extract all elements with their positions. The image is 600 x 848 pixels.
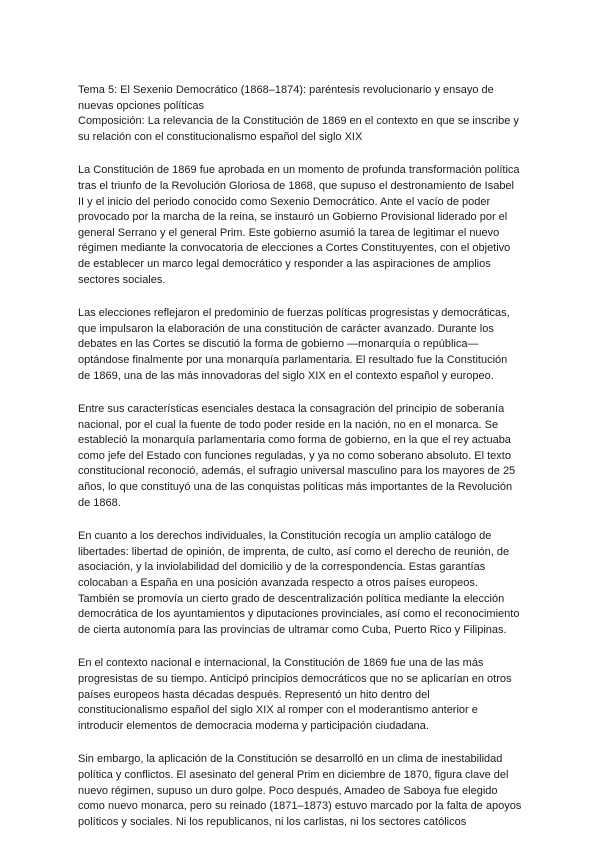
document-subtitle: Composición: La relevancia de la Constitución de 1869 en el contexto en que se inscribe y su relación con el constitucionalismo español del siglo XIX — [78, 115, 519, 143]
document-header — [78, 83, 522, 145]
paragraph-2: Las elecciones reflejaron el predominio de fuerzas políticas progresistas y democráticas, que impulsaron la elaboración de una constitución de carácter avanzado. Durante los debates en las Cortes se discutió la forma de gobierno —monarquía o república— optándose finalmente por una monarquía parlamentaria. El resultado fue la Constitución de 1869, una de las más innovadoras del siglo XIX en el contexto español y europeo. — [78, 307, 510, 382]
paragraph-1: La Constitución de 1869 fue aprobada en un momento de profunda transformación política tras el triunfo de la Revolución Gloriosa de 1868, que supuso el destronamiento de Isabel II y el inicio del periodo conocido como Sexenio Democrático. Ante el vacío de poder provocado por la marcha de la reina, se instauró un Gobierno Provisional liderado por el general Serrano y el general Prim. Este gobierno asumió la tarea de legitimar el nuevo régimen mediante la convocatoria de elecciones a Cortes Constituyentes, con el objetivo de establecer un marco legal democrático y responder a las aspiraciones de amplios sectores sociales. — [78, 164, 520, 286]
document-title: Tema 5: El Sexenio Democrático (1868–1874): paréntesis revolucionario y ensayo de nuevas opciones políticas — [78, 84, 494, 112]
document-body — [78, 163, 522, 830]
paragraph-3: Entre sus características esenciales destaca la consagración del principio de soberanía nacional, por el cual la fuente de todo poder reside en la nación, no en el monarca. Se estableció la monarquía parlamentaria como forma de gobierno, en la que el rey actuaba como jefe del Estado con funciones reguladas, y ya no como soberano absoluto. El texto constitucional reconoció, además, el sufragio universal masculino para los mayores de 25 años, lo que constituyó una de las conquistas políticas más importantes de la Revolución de 1868. — [78, 403, 516, 509]
paragraph-5: En el contexto nacional e internacional, la Constitución de 1869 fue una de las más progresistas de su tiempo. Anticipó principios democráticos que no se aplicarían en otros países europeos hasta décadas después. Representó un hito dentro del constitucionalismo español del siglo XIX al romper con el moderantismo anterior e introducir elementos de democracia moderna y participación ciudadana. — [78, 657, 512, 732]
paragraph-4: En cuanto a los derechos individuales, la Constitución recogía un amplio catálogo de libertades: libertad de opinión, de imprenta, de culto, así como el derecho de reunión, de asociación, y la inviolabilidad del domicilio y de la correspondencia. Estas garantías colocaban a España en una posición avanzada respecto a otros países europeos. También se promovía un cierto grado de descentralización política mediante la elección democrática de los ayuntamientos y diputaciones provinciales, así como el reconocimiento de cierta autonomía para las provincias de ultramar como Cuba, Puerto Rico y Filipinas. — [78, 530, 520, 636]
paragraph-6: Sin embargo, la aplicación de la Constitución se desarrolló en un clima de inestabilidad política y conflictos. El asesinato del general Prim en diciembre de 1870, figura clave del nuevo régimen, supuso un duro golpe. Poco después, Amadeo de Saboya fue elegido como nuevo monarca, pero su reinado (1871–1873) estuvo marcado por la falta de apoyos políticos y sociales. Ni los republicanos, ni los carlistas, ni los sectores católicos — [78, 753, 522, 828]
